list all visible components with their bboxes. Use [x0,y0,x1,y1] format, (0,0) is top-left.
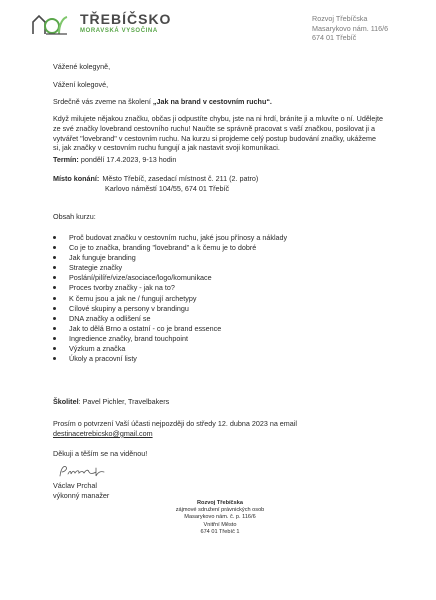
bullet-icon [53,276,56,279]
lecturer-value: : Pavel Pichler, Travelbakers [78,397,170,406]
bullet-icon [53,307,56,310]
list-item: Jak to dělá Brno a ostatní - co je brand essence [53,324,373,334]
term-value: pondělí 17.4.2023, 9-13 hodin [78,155,177,164]
handwritten-signature [58,462,106,480]
bullet-icon [53,317,56,320]
invitation-line [53,97,272,107]
place-block [53,174,383,194]
list-item: Poslání/pilíře/vize/asociace/logo/komunikace [53,273,373,283]
place-line-1: Město Třebíč, zasedací místnost č. 211 (2. patro) [102,174,259,183]
brand-block [80,11,171,35]
footer-line: Rozvoj Třebíčska [196,500,243,506]
signer-block [53,481,109,501]
signer-role: výkonný manažer [53,490,110,500]
list-item: Výzkum a značka [53,344,373,354]
bullet-icon [53,266,56,269]
greeting-male: Vážení kolegové, [53,80,109,89]
bullet-icon [53,236,56,239]
trebicsko-logo [32,14,68,36]
bullet-icon [53,246,56,249]
bullet-icon [53,357,56,360]
list-item: DNA značky a odlišení se [53,314,373,324]
list-item: Úkoly a pracovní listy [53,354,373,364]
term-label: Termín: [53,155,79,164]
list-item: Ingredience značky, brand touchpoint [53,334,373,344]
email-link[interactable]: destinacetrebicsko@gmail.com [53,428,153,438]
bullet-icon [53,337,56,340]
rsvp-paragraph [53,419,373,439]
list-item: Jak funguje branding [53,253,373,263]
closing-line: Děkuji a těším se na viděnou! [53,449,148,458]
footer-line: 674 01 Třebíč 1 [200,528,240,535]
signer-name: Václav Prchal [53,481,97,490]
list-item: Cílové skupiny a persony v brandingu [53,304,373,314]
brand-subtitle: MORAVSKÁ VYSOČINA [80,28,158,34]
list-item: Co je to značka, branding "lovebrand" a k čemu je to dobré [53,243,373,253]
bullet-icon [53,286,56,289]
sender-address [312,14,388,43]
footer-line: Masarykovo nám. č. p. 116/6 [184,514,256,521]
footer-line: Vnitřní Město [203,521,237,528]
term-line [53,155,176,165]
sender-line: Masarykovo nám. 116/6 [312,23,389,33]
contents-title: Obsah kurzu: [53,212,96,221]
list-item: Strategie značky [53,263,373,273]
rsvp-text: Prosím o potvrzení Vaší účasti nejpozději do středy 12. dubna 2023 na email [53,419,297,428]
bullet-icon [53,327,56,330]
list-item: K čemu jsou a jak ne / fungují archetypy [53,294,373,304]
footer-stamp [162,500,278,536]
place-line-2: Karlovo náměstí 104/55, 674 01 Třebíč [105,183,230,193]
brand-name: TŘEBÍČSKO [80,11,172,27]
greeting-female: Vážené kolegyně, [53,62,111,71]
lecturer-line [53,397,169,407]
intro-paragraph: Když milujete nějakou značku, občas ji odpustíte chybu, jste na ni hrdí, bráníte ji a mluvíte o ní. Udělejte ze své značky lovebrand cestovního ruchu! Naučte se správně pracovat s vaší značkou, posilovat ji a vytvářet "lovebrand" v cestovním ruchu. Na kurzu si projdeme celý postup budování značky, ukážeme si, jak značky v cestovním ruchu fungují a jak nastavit svoji komunikaci. [53,114,384,153]
invitation-text: Srdečně vás zveme na školení [53,97,153,106]
sender-line: Rozvoj Třebíčska [312,14,368,23]
bullet-icon [53,347,56,350]
sender-line: 674 01 Třebíč [312,33,357,43]
contents-list [53,233,373,364]
bullet-icon [53,256,56,259]
list-item: Proces tvorby značky - jak na to? [53,283,373,293]
bullet-icon [53,297,56,300]
lecturer-label: Školitel [53,397,79,406]
place-label: Místo konání: [53,174,100,183]
list-item: Proč budovat značku v cestovním ruchu, jaké jsou přínosy a náklady [53,233,373,243]
footer-line: zájmové sdružení právnických osob [175,507,265,514]
course-title: „Jak na brand v cestovním ruchu“. [152,97,272,106]
